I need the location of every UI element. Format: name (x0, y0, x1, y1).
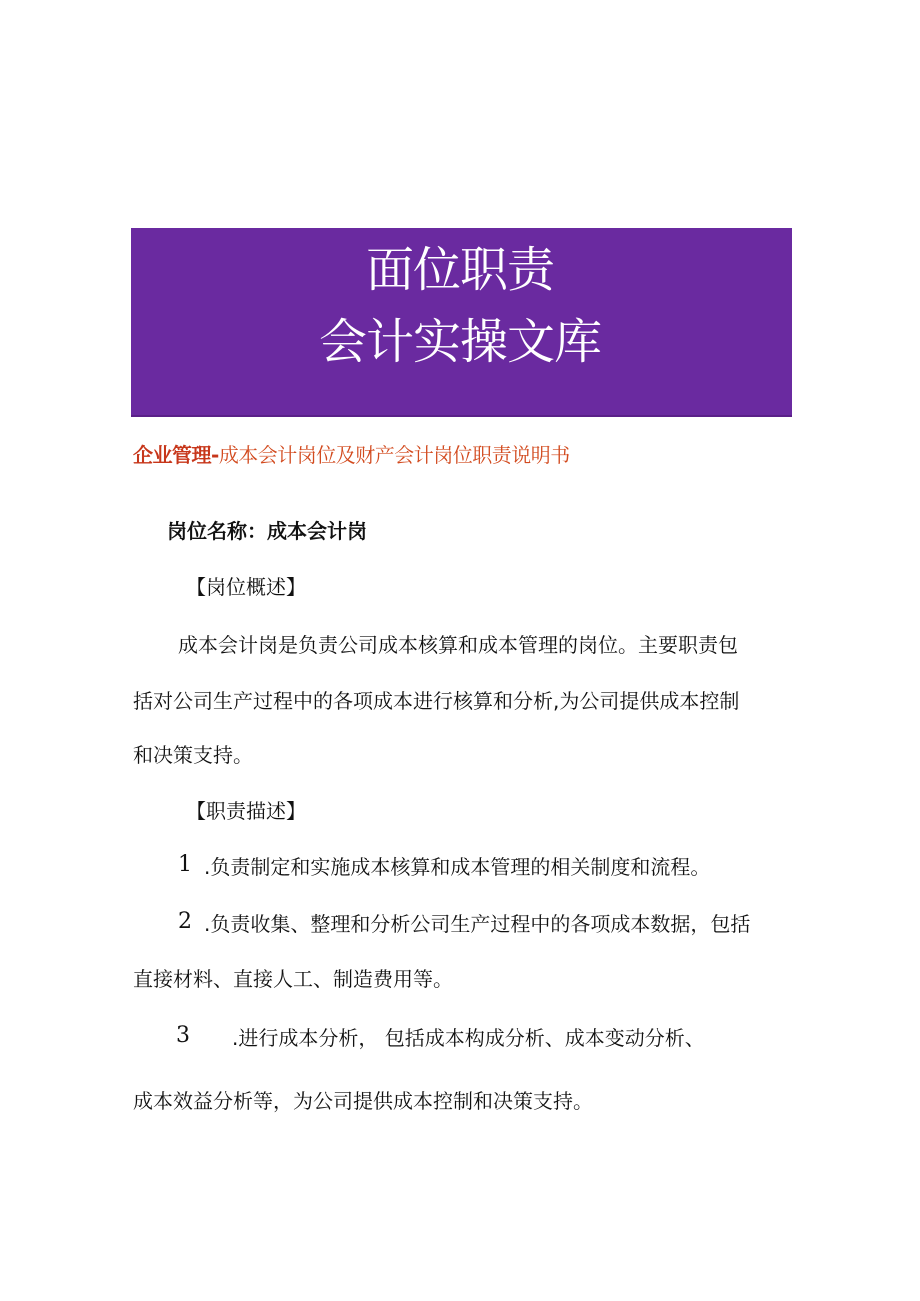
duty-text: 成本效益分析等，为公司提供成本控制和决策支持。 (133, 1089, 593, 1113)
duty-number: 3 (176, 1023, 190, 1048)
position-name: 岗位名称：成本会计岗 (167, 519, 367, 543)
duty-text: .负责制定和实施成本核算和成本管理的相关制度和流程。 (204, 855, 711, 879)
overview-line: 成本会计岗是负责公司成本核算和成本管理的岗位。主要职责包 (178, 633, 738, 657)
duties-heading: 【职责描述】 (186, 799, 306, 823)
duty-text: .负责收集、整理和分析公司生产过程中的各项成本数据，包括 (204, 912, 751, 936)
duty-text: 直接材料、直接人工、制造费用等。 (133, 967, 453, 991)
document-title (133, 441, 570, 469)
document-category: 企业管理 (133, 443, 211, 467)
overview-heading: 【岗位概述】 (186, 575, 306, 599)
document-title-text: 成本会计岗位及财产会计岗位职责说明书 (218, 443, 570, 467)
duty-text: .进行成本分析， 包括成本构成分析、成本变动分析、 (232, 1026, 705, 1050)
overview-line: 和决策支持。 (133, 743, 253, 767)
title-separator: - (211, 443, 219, 467)
duty-number: 1 (178, 852, 192, 877)
banner-title-line-1: 面位职责 (365, 242, 554, 298)
banner-title-line-2: 会计实操文库 (318, 314, 601, 370)
overview-line: 括对公司生产过程中的各项成本进行核算和分析,为公司提供成本控制 (133, 689, 740, 713)
duty-number: 2 (178, 909, 192, 934)
